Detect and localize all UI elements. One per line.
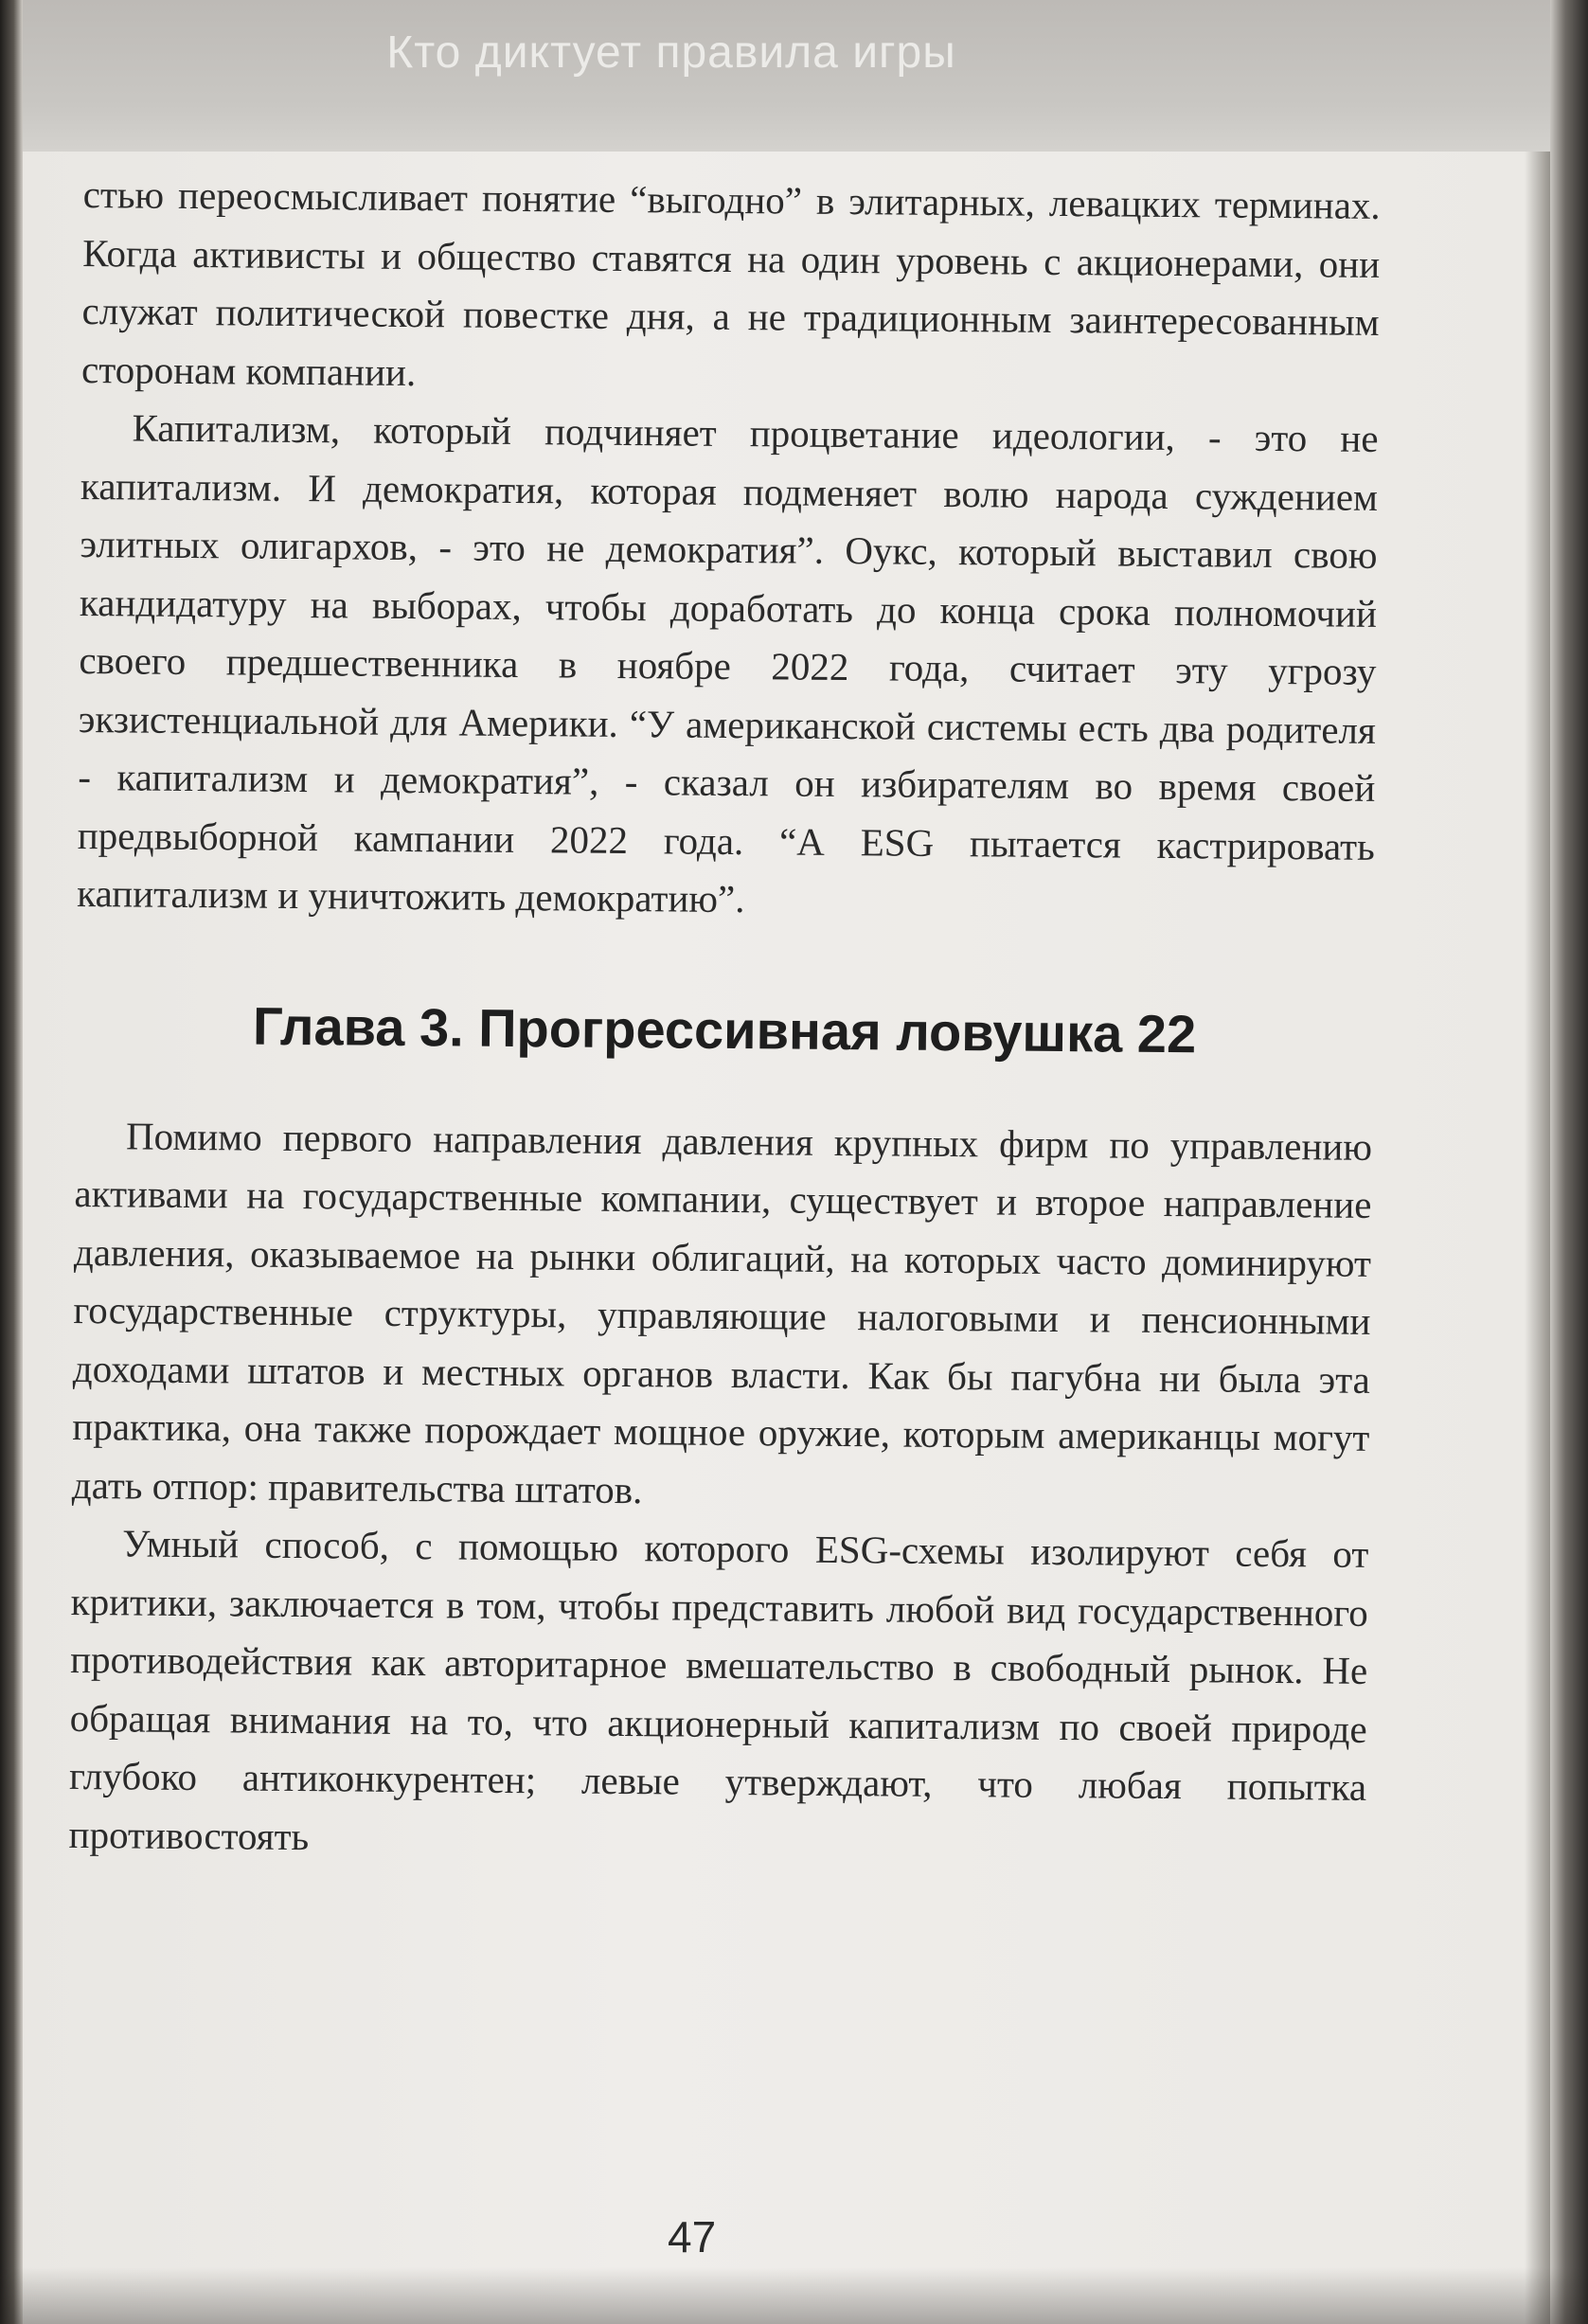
page-right-edge	[1550, 0, 1588, 2324]
bottom-shadow	[0, 2267, 1588, 2324]
paragraph: Умный способ, с помощью которого ESG-схемы изолируют себя от критики, заключается в том, чтобы представить любой вид государственного противодействия как авторитарное вмешательство в свободный рынок. Не обращая внимания на то, что акционерный капитализм по своей природе глубоко антиконкурентен; левые утверждают, что любая попытка противостоять	[68, 1521, 1369, 1858]
paragraph-continued: стью переосмысливает понятие “выгодно” в элитарных, левацких терминах. Когда активисты и общество ставятся на один уровень с акционерами, они служат политической повестке дня, а не традиционным заинтересованным сторонам компании.	[80, 171, 1381, 394]
paragraph: Капитализм, который подчиняет процветание идеологии, - это не капитализм. И демократия, которая подменяет волю народа суждением элитных олигархов, - это не демократия”. Оукс, который выставил свою кандидатуру на выборах, чтобы доработать до конца срока полномочий своего предшественника в ноябре 2022 года, считает эту угрозу экзистенциальной для Америки. “У американской системы есть два родителя - капитализм и демократия”, - сказал он избирателям во время своей предвыборной кампании 2022 года. “А ESG пытается кастрировать капитализм и уничтожить демократию”.	[77, 405, 1379, 921]
page-body	[68, 166, 1381, 1875]
chapter-title: Глава 3. Прогрессивная ловушка 22	[252, 995, 1197, 1064]
running-head: Кто диктует правила игры	[386, 27, 956, 78]
page-number: 47	[668, 2212, 717, 2261]
page-left-edge	[0, 0, 23, 2324]
paragraph: Помимо первого направления давления крупных фирм по управлению активами на государственные компании, существует и второе направление давления, оказываемое на рынки облигаций, на которых часто доминируют государственные структуры, управляющие налоговыми и пенсионными доходами штатов и местных органов власти. Как бы пагубна ни была эта практика, она также порождает мощное оружие, которым американцы могут дать отпор: правительства штатов.	[71, 1113, 1373, 1511]
